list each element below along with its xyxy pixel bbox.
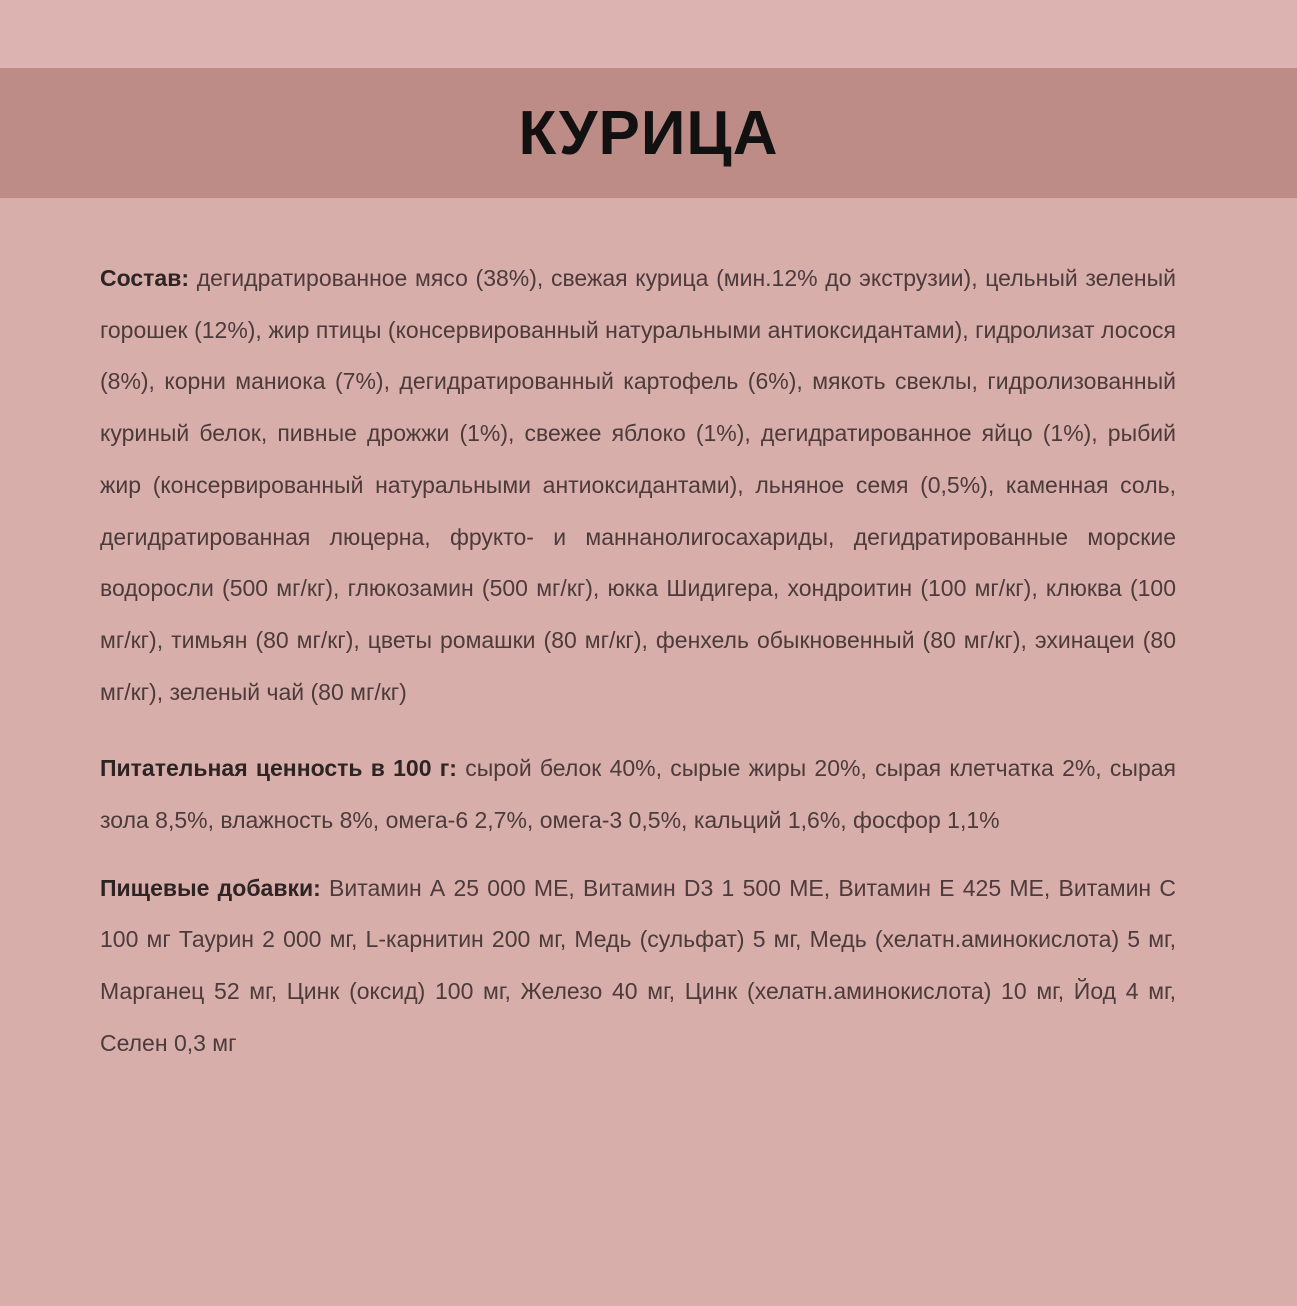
additives-text: Витамин А 25 000 МЕ, Витамин D3 1 500 МЕ, Витамин Е 425 МЕ, Витамин С 100 мг Таурин 2 000 мг, L-карнитин 200 мг, Медь (сульфат) 5 мг, Медь (хелатн.аминокислота) 5 мг, Марганец 52 мг, Цинк (оксид) 100 мг, Железо 40 мг, Цинк (хелатн.аминокислота) 10 мг, Йод 4 мг, Селен 0,3 мг [100, 874, 1176, 1056]
top-background-strip [0, 0, 1297, 68]
product-title: КУРИЦА [518, 98, 779, 168]
composition-text: дегидратированное мясо (38%), свежая курица (мин.12% до экструзии), цельный зеленый горошек (12%), жир птицы (консервированный натуральными антиоксидантами), гидролизат лосося (8%), корни маниока (7%), дегидратированный картофель (6%), мякоть свеклы, гидролизованный куриный белок, пивные дрожжи (1%), свежее яблоко (1%), дегидратированное яйцо (1%), рыбий жир (консервированный натуральными антиоксидантами), льняное семя (0,5%), каменная соль, дегидратированная люцерна, фрукто- и маннанолигосахариды, дегидратированные морские водоросли (500 мг/кг), глюкозамин (500 мг/кг), юкка Шидигера, хондроитин (100 мг/кг), клюква (100 мг/кг), тимьян (80 мг/кг), цветы ромашки (80 мг/кг), фенхель обыкновенный (80 мг/кг), эхинацеи (80 мг/кг), зеленый чай (80 мг/кг) [100, 265, 1176, 705]
composition-label: Состав: [100, 265, 190, 291]
nutrition-text: сырой белок 40%, сырые жиры 20%, сырая клетчатка 2%, сырая зола 8,5%, влажность 8%, омега-6 2,7%, омега-3 0,5%, кальций 1,6%, фосфор 1,1% [100, 755, 1176, 834]
nutrition-label: Питательная ценность в 100 г: [100, 755, 457, 782]
title-banner [0, 68, 1297, 198]
composition-paragraph [100, 253, 1176, 718]
nutrition-paragraph [100, 743, 1176, 846]
product-description [100, 253, 1176, 1070]
additives-label: Пищевые добавки: [100, 874, 321, 901]
additives-paragraph [100, 863, 1176, 1070]
